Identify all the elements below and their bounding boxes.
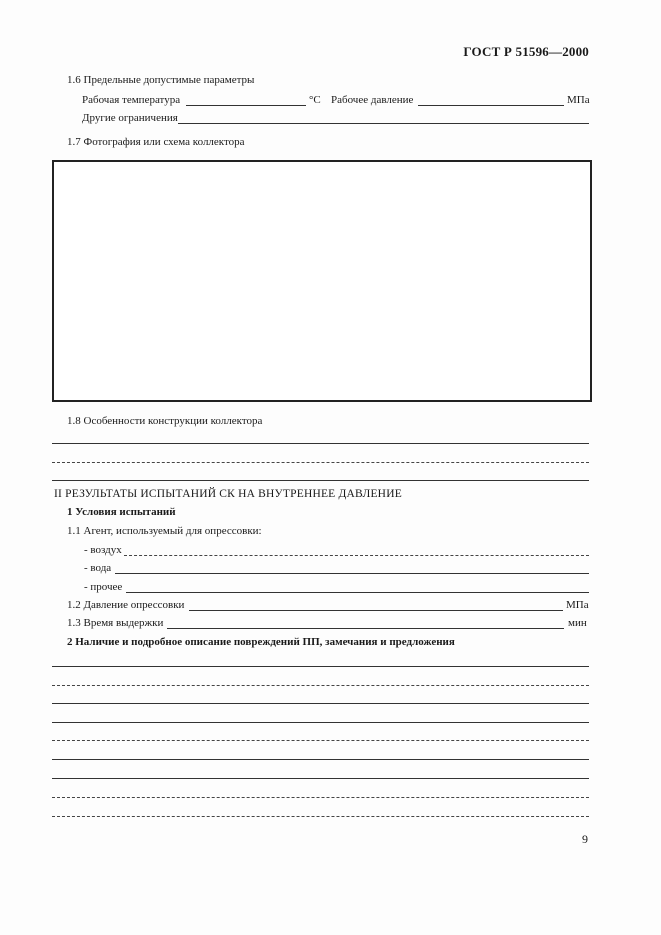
features-line[interactable] — [52, 480, 589, 481]
results-section-title: II РЕЗУЛЬТАТЫ ИСПЫТАНИЙ СК НА ВНУТРЕННЕЕ ДАВЛЕНИЕ — [54, 488, 402, 500]
water-field[interactable] — [115, 573, 589, 574]
other-limits-field[interactable] — [178, 123, 589, 124]
photo-or-scheme-box[interactable] — [52, 160, 592, 402]
agent-label: 1.1 Агент, используемый для опрессовки: — [67, 525, 262, 537]
test-pressure-unit: МПа — [566, 599, 589, 611]
temperature-unit: °C — [309, 94, 321, 106]
air-label: - воздух — [84, 544, 122, 556]
working-temperature-field[interactable] — [186, 105, 306, 106]
damage-line[interactable] — [52, 797, 589, 798]
hold-time-label: 1.3 Время выдержки — [67, 617, 164, 629]
other-agent-field[interactable] — [126, 592, 589, 593]
test-pressure-label: 1.2 Давление опрессовки — [67, 599, 185, 611]
page-number: 9 — [582, 832, 588, 846]
damage-line[interactable] — [52, 703, 589, 704]
test-conditions-title: 1 Условия испытаний — [67, 506, 176, 518]
hold-time-field[interactable] — [167, 628, 564, 629]
features-line[interactable] — [52, 462, 589, 463]
standard-code: ГОСТ Р 51596—2000 — [463, 44, 589, 59]
working-pressure-field[interactable] — [418, 105, 564, 106]
air-field[interactable] — [124, 555, 589, 556]
working-pressure-label: Рабочее давление — [331, 94, 414, 106]
damage-line[interactable] — [52, 740, 589, 741]
water-label: - вода — [84, 562, 112, 574]
limits-title: 1.6 Предельные допустимые параметры — [67, 74, 255, 86]
damage-line[interactable] — [52, 666, 589, 667]
damage-line[interactable] — [52, 685, 589, 686]
other-limits-label: Другие ограничения — [82, 112, 178, 124]
features-line[interactable] — [52, 443, 589, 444]
features-title: 1.8 Особенности конструкции коллектора — [67, 415, 263, 427]
damage-line[interactable] — [52, 759, 589, 760]
other-agent-label: - прочее — [84, 581, 123, 593]
test-pressure-field[interactable] — [189, 610, 563, 611]
hold-time-unit: мин — [568, 617, 587, 629]
photo-title: 1.7 Фотография или схема коллектора — [67, 136, 245, 148]
damage-title: 2 Наличие и подробное описание повреждений ПП, замечания и предложения — [67, 636, 455, 648]
damage-line[interactable] — [52, 722, 589, 723]
damage-line[interactable] — [52, 816, 589, 817]
damage-line[interactable] — [52, 778, 589, 779]
pressure-unit: МПа — [567, 94, 590, 106]
working-temperature-label: Рабочая температура — [82, 94, 181, 106]
